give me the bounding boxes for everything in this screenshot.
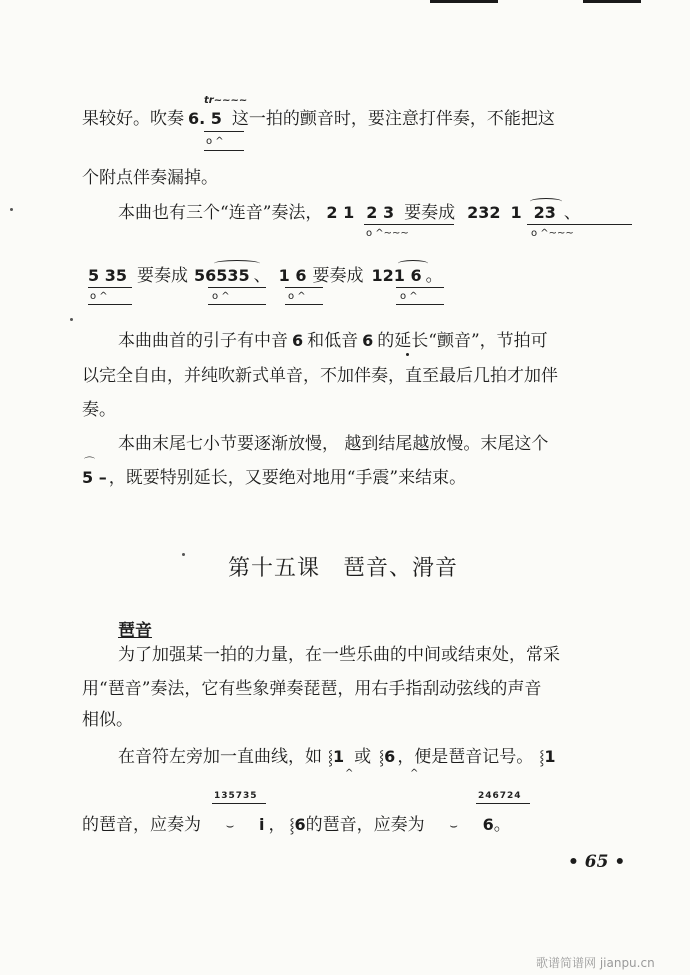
note-121-6: 121 6	[371, 266, 422, 285]
note-1-6: 1 6	[278, 266, 307, 285]
accomp-marks-2a: o ^~~~	[366, 228, 409, 239]
caret-mark-1: ^	[345, 768, 354, 779]
para7-pre: 在音符左旁加一直曲线，如	[118, 747, 322, 767]
para1-line1	[82, 111, 555, 128]
para4-pre: 本曲曲首的引子有中音	[118, 331, 288, 351]
note-high-i: i	[259, 815, 265, 834]
accomp-marks-1: o ^	[206, 136, 224, 147]
underline-6-5	[204, 131, 244, 132]
underline-1-6-b	[285, 304, 323, 305]
watermark: 歌谱简谱网 jianpu.cn	[536, 956, 655, 970]
slur-121	[398, 260, 428, 267]
underline-56535-b	[208, 304, 266, 305]
scan-speck-1	[10, 208, 13, 211]
underline-56535	[208, 287, 266, 288]
para8-mid2: 的琶音，应奏为	[305, 815, 425, 835]
para6-line3: 相似。	[82, 710, 133, 730]
note-232: 232	[467, 203, 501, 222]
para7-post: ，便是琶音记号。	[397, 747, 534, 767]
para3-line1	[88, 268, 443, 285]
para7-line1	[118, 749, 555, 766]
para5-line1: 本曲末尾七小节要逐渐放慢， 越到结尾越放慢。末尾这个	[118, 434, 549, 454]
arpeggio-icon-3: ⸾	[539, 750, 545, 766]
note-1: 1	[510, 203, 522, 222]
underline-121-b	[396, 304, 444, 305]
underline-232	[527, 224, 632, 225]
note-6-5: 6. 5	[188, 109, 222, 128]
para1-line2: 个附点伴奏漏掉。	[82, 168, 218, 188]
para5-line2	[82, 470, 466, 487]
scan-speck-3	[182, 553, 185, 556]
accomp-marks-3c: o ^	[288, 291, 306, 302]
low-dot-6	[406, 353, 409, 356]
arpeggio-icon-4: ⸾	[289, 818, 295, 834]
note-arp-6: 6	[384, 747, 396, 766]
para8-pre: 的琶音，应奏为	[82, 815, 201, 835]
para7-mid: 或	[354, 747, 372, 767]
slur-232	[530, 198, 562, 205]
note-low-6: 6	[362, 331, 374, 350]
note-56535: 56535	[193, 266, 250, 285]
note-2-1: 2 1	[326, 203, 355, 222]
note-arp-1: 1	[333, 747, 345, 766]
accomp-marks-3d: o ^	[400, 291, 418, 302]
scan-speck-2	[70, 318, 73, 321]
note-2-3: 2 3	[366, 203, 395, 222]
grace-underline-1	[212, 803, 266, 804]
accomp-marks-3a: o ^	[90, 291, 108, 302]
top-edge-mark-right	[583, 0, 641, 3]
caret-mark-2: ^	[410, 768, 419, 779]
para4-post: 的延长“颤音”，节拍可	[377, 331, 548, 351]
grace-slur-2: ⌣	[449, 819, 458, 834]
accomp-marks-2b: o ^~~~	[531, 228, 574, 239]
para3-tail: 。	[425, 266, 443, 286]
para8-tail: 。	[493, 815, 511, 835]
underline-5-35	[88, 287, 132, 288]
para3-t1: 要奏成	[136, 266, 188, 286]
para4-mid: 和低音	[307, 331, 359, 351]
para6-line2: 用“琶音”奏法，它有些象弹奏琵琶，用右手指刮动弦线的声音	[82, 679, 542, 699]
note-arp-1b: 1	[544, 747, 556, 766]
para1-text-pre: 果较好。吹奏	[82, 109, 184, 129]
note-5-35: 5 35	[88, 266, 127, 285]
para6-line1: 为了加强某一拍的力量，在一些乐曲的中间或结束处，常采	[118, 645, 560, 665]
trill-wave: ~~~~	[213, 95, 248, 106]
para1-text-post: 这一拍的颤音时，要注意打伴奏，不能把这	[231, 109, 555, 129]
trill-symbol: tr	[204, 95, 214, 106]
note-low-6b: 6	[482, 815, 494, 834]
page-number: • 65 •	[568, 852, 626, 872]
accomp-marks-3b: o ^	[212, 291, 230, 302]
para2-line1	[118, 205, 581, 222]
fermata-icon: ⌒	[84, 456, 95, 469]
underline-121	[396, 287, 444, 288]
para8-line1	[82, 817, 511, 834]
lesson-title: 第十五课 琶音、滑音	[228, 556, 459, 581]
arpeggio-icon-1: ⸾	[328, 750, 334, 766]
top-edge-mark-left	[430, 0, 498, 3]
note-arp-6b: 6	[294, 815, 306, 834]
para2-text-mid: 要奏成	[404, 203, 456, 223]
para3-t2: 、	[253, 266, 271, 286]
underline-6-5-b	[204, 150, 244, 151]
para3-t3: 要奏成	[312, 266, 364, 286]
para2-text-pre: 本曲也有三个“连音”奏法，	[118, 203, 323, 223]
note-mid-6: 6	[292, 331, 304, 350]
para4-line1	[118, 333, 548, 350]
slur-56535	[214, 260, 260, 267]
grace-slur-1: ⌣	[225, 819, 235, 834]
para4-line3: 奏。	[82, 400, 116, 420]
section-heading: 琶音	[118, 621, 152, 641]
para5-post: ，既要特别延长，又要绝对地用“手震”来结束。	[108, 468, 467, 488]
note-5-fermata: 5 –	[82, 468, 107, 487]
grace-notes-2: 246724	[478, 791, 522, 801]
underline-1-6	[285, 287, 323, 288]
trill-mark	[204, 96, 247, 106]
underline-2-1	[364, 224, 454, 225]
para2-tail: 、	[563, 203, 581, 223]
arpeggio-icon-2: ⸾	[379, 750, 385, 766]
underline-5-35-b	[88, 304, 132, 305]
para4-line2: 以完全自由，并纯吹新式单音，不加伴奏，直至最后几拍才加伴	[82, 366, 558, 386]
note-23: 23	[533, 203, 556, 222]
para8-mid: ，	[268, 815, 286, 835]
grace-underline-2	[476, 803, 530, 804]
grace-notes-1: 135735	[214, 791, 258, 801]
